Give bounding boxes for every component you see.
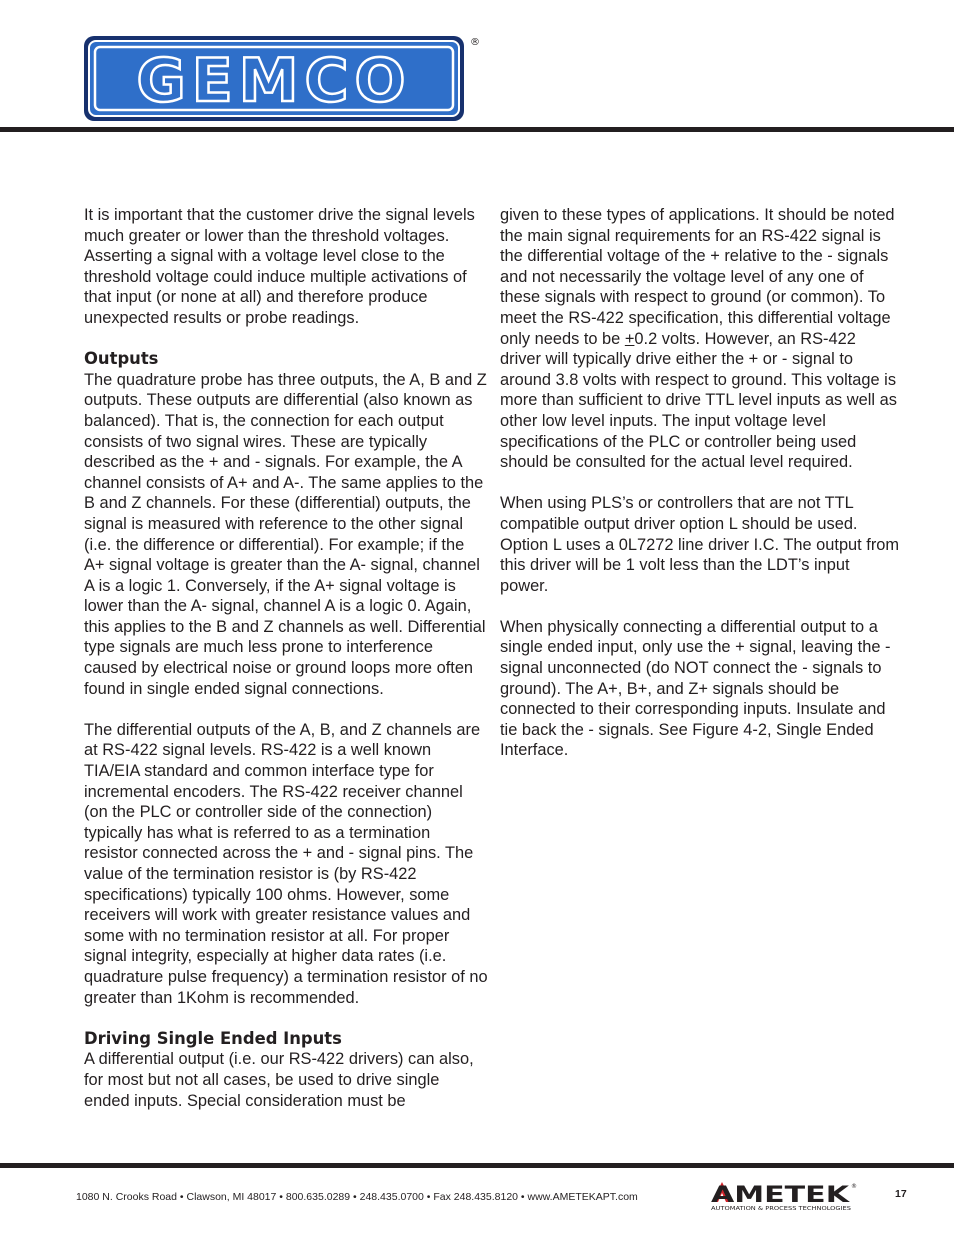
ametek-wordmark: AMETEK	[711, 1183, 851, 1208]
logo-wordmark: GEMCO	[136, 46, 412, 116]
right-paragraph-1	[500, 205, 900, 473]
ametek-registered: ®	[851, 1183, 857, 1190]
ametek-tagline: AUTOMATION & PROCESS TECHNOLOGIES	[711, 1206, 852, 1212]
outputs-heading: Outputs	[84, 349, 159, 369]
outputs-paragraph-1: The quadrature probe has three outputs, the A, B and Z outputs. These outputs are differential (also known as balanced). That is, the connection for each output consists of two signal wires. These are typically described as the + and - signals. For example, the A channel consists of A+ and A-. The same applies to the B and Z channels. For these (differential) outputs, the signal is measured with reference to the other signal (i.e. the difference or differential). For example; if the A+ signal voltage is greater than the A- signal, channel A is a logic 1. Conversely, if the A+ signal voltage is lower than the A- signal, channel A is a logic 0. Again, this applies to the B and Z channels as well. Differential type signals are much less prone to interference caused by electrical noise or ground loops more often found in single ended signal connections.	[84, 370, 487, 698]
registered-mark: ®	[470, 37, 480, 48]
outputs-paragraph-2: The differential outputs of the A, B, and Z channels are at RS-422 signal levels. RS-422 is a well known TIA/EIA standard and common interface type for incremental encoders. The RS-422 receiver channel (on the PLC or controller side of the connection) typically has what is referred to as a termination resistor connected across the + and - signal pins. The value of the termination resistor is (by RS-422 specifications) typically 100 ohms. However, some receivers will work with greater resistance values and some with no termination resistor at all. For proper signal integrity, especially at higher data rates (i.e. quadrature pulse frequency) a termination resistor of no greater than 1Kohm is recommended.	[84, 720, 488, 1007]
right-paragraph-2: When using PLS’s or controllers that are not TTL compatible output driver option L should be used. Option L uses a 0L7272 line driver I.C. The output from this driver will be 1 volt less than the LDT’s input power.	[500, 494, 900, 595]
footer-address: 1080 N. Crooks Road • Clawson, MI 48017 • 800.635.0289 • 248.435.0700 • Fax 248.435.8120 • www.AMETEKAPT.com	[76, 1191, 638, 1203]
gemco-logo	[83, 35, 483, 125]
right-p1-before: given to these types of applications. It should be noted the main signal requirements for an RS-422 signal is the differential voltage of the + relative to the - signals and not necessarily the voltage level of any one of these signals with respect to ground (or common). To meet the RS-422 specification, this differential voltage only needs to be	[500, 206, 895, 348]
header-rule	[0, 127, 954, 132]
left-column	[84, 205, 488, 1132]
driving-paragraph-1: A differential output (i.e. our RS-422 drivers) can also, for most but not all cases, be used to drive single ended inputs. Special consideration must be	[84, 1050, 474, 1110]
right-p1-after: 0.2 volts. However, an RS-422 driver will typically drive either the + or - signal to around 3.8 volts with respect to ground. This voltage is more than sufficient to drive TTL level inputs as well as other low level inputs. The input voltage level specifications of the PLC or controller being used should be consulted for the actual level required.	[500, 329, 897, 472]
plus-minus-sign: +	[624, 329, 635, 348]
driving-heading: Driving Single Ended Inputs	[84, 1028, 342, 1048]
ametek-logo	[708, 1180, 858, 1212]
page-number: 17	[895, 1188, 907, 1200]
right-paragraph-3: When physically connecting a differential output to a single ended input, only use the + signal, leaving the - signal unconnected (do NOT connect the - signals to ground). The A+, B+, and Z+ signals should be connected to their corresponding inputs. Insulate and tie back the - signals. See Figure 4-2, Single Ended Interface.	[500, 617, 891, 760]
intro-paragraph: It is important that the customer drive the signal levels much greater or lower than the threshold voltages. Asserting a signal with a voltage level close to the threshold voltage could induce multiple activations of that input (or none at all) and therefore produce unexpected results or probe readings.	[84, 206, 475, 327]
right-column	[500, 205, 900, 782]
footer-rule	[0, 1163, 954, 1168]
